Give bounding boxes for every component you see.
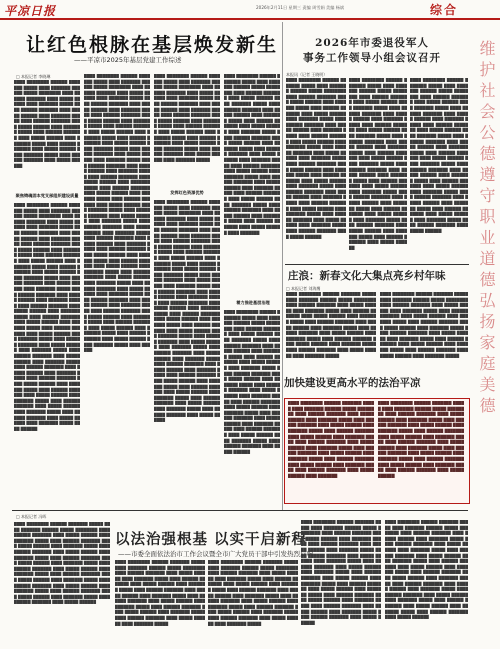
article1-body-col3a: ████ ████████ ██████ ███████ █████ ████ ███████ ██████ █████ ████████ ████ ██████ ███████ ████ █████ ██████ ████ ███████ █████ ████ ██████ ███████ ████ █████ ██████ ████ ███████ █████ ████ ██████ ███████ ████ █████ ██████ ████ ███████ █████ ████ ██████ ███████ ████ █████ ██████ ████ ███████ █████ ████ ██████ ███████ ████ █████ ██████ ████ ███████ █████ ████ ██████ ███████ ████ █████ ██████ ████ ███████ █████ (154, 74, 220, 162)
article1-byline: □ 本报记者 李晓琳 (16, 74, 51, 79)
article5-body-col4: ████ ████████ ██████ ███████ █████ ████ ███████ ██████ █████ ████████ ████ ██████ ███████ ████ █████ ██████ ████ ███████ █████ ████ ██████ ███████ ████ █████ ██████ ████ ███████ █████ ████ ██████ ███████ ████ █████ ██████ ████ ███████ █████ ████ ██████ ███████ ████ █████ ██████ ████ ███████ █████ ████ ██████ ███████ ████ █████ ██████ ████ ███████ █████ ████ ██████ ███████ ████ █████ ██████ ████ ███████ █████ ████ ██████ ███████ ████ █████ ██████ ████ ███████ █████ ████ ██████ ███████ ████ █████ ██████ ████ ███████ █████ ████ ██████ ███████ ████ █████ ██████ (301, 520, 381, 625)
article1-body-col1: ████ ████████ ██████ ███████ █████ ████ ███████ ██████ █████ ████████ ████ ██████ ███████ ████ █████ ██████ ████ ███████ █████ ████ ██████ ███████ ████ █████ ██████ ████ ███████ █████ ████ ██████ ███████ ████ █████ ██████ ████ ███████ █████ ████ ██████ ███████ ████ █████ ██████ ████ ███████ █████ ████ ██████ ███████ ████ █████ ██████ ████ ███████ █████ ████ ██████ ███████ ████ █████ ██████ (14, 80, 80, 168)
article5-top-rule (12, 510, 468, 511)
article4-headline: 加快建设更高水平的法治平凉 (284, 377, 421, 389)
article2-headline (297, 36, 447, 66)
article1-body-col4a: ████ ████████ ██████ ███████ █████ ████ ███████ ██████ █████ ████████ ████ ██████ ███████ ████ █████ ██████ ████ ███████ █████ ████ ██████ ███████ ████ █████ ██████ ████ ███████ █████ ████ ██████ ███████ ████ █████ ██████ ████ ███████ █████ ████ ██████ ███████ ████ █████ ██████ ████ ███████ █████ ████ ██████ ███████ ████ █████ ██████ ████ ███████ █████ ████ ██████ ███████ ████ █████ ██████ ████ ███████ █████ ████ ██████ ███████ ████ █████ ██████ ████ ███████ █████ ████ ██████ ███████ ████ █████ ██████ ████ ███████ █████ ████ ██████ ███████ ████ █████ ██████ ████ ███████ █████ ████ ██████ ███████ ████ █████ ██████ ████ ███████ (224, 74, 280, 235)
column-divider (282, 22, 283, 510)
article5-subheadline: ——市委全面依法治市工作会议暨全市广大党员干部中引发热烈反响 (118, 550, 313, 558)
article1-headline: 让红色根脉在基层焕发新生 (26, 34, 279, 56)
article3-top-rule (285, 264, 469, 265)
article4-body-col1: ████ ████████ ██████ ███████ █████ ████ ███████ ██████ █████ ████████ ████ ██████ ███████ ████ █████ ██████ ████ ███████ █████ ████ ██████ ███████ ████ █████ ██████ ████ ███████ █████ ████ ██████ ███████ ████ █████ ██████ ████ ███████ █████ ████ ██████ ███████ ████ █████ ██████ ████ ███████ █████ ████ ██████ ███████ ████ █████ ██████ ████ ███████ █████ ████ ██████ ███████ ████ █████ ██████ ████ ███████ █████ ████ ██████ ███████ ████ █████ ██████ ████ ███████ (288, 401, 374, 478)
article5-body-col5: ████ ████████ ██████ ███████ █████ ████ ███████ ██████ █████ ████████ ████ ██████ ███████ ████ █████ ██████ ████ ███████ █████ ████ ██████ ███████ ████ █████ ██████ ████ ███████ █████ ████ ██████ ███████ ████ █████ ██████ ████ ███████ █████ ████ ██████ ███████ ████ █████ ██████ ████ ███████ █████ ████ ██████ ███████ ████ █████ ██████ ████ ███████ █████ ████ ██████ ███████ ████ █████ ██████ ████ ███████ █████ ████ ██████ ███████ ████ █████ ██████ ████ ███████ █████ ████ ██████ ███████ ████ █████ ██████ ████ ███████ █████ ████ ██████ ███████ ████ █████ ██████ (385, 520, 468, 620)
article3-body-col1: ████ ████████ ██████ ███████ █████ ████ ███████ ██████ █████ ████████ ████ ██████ ███████ ████ █████ ██████ ████ ███████ █████ ████ ██████ ███████ ████ █████ ██████ ████ ███████ █████ ████ ██████ ███████ ████ █████ ██████ ████ ███████ █████ ████ ██████ ███████ ████ █████ ██████ ████ ███████ █████ ████ ██████ ███████ ████ █████ ██████ ████ ███████ █████ ████ ██████ ███████ ████ █████ ██████ ████ ███████ █████ (286, 292, 376, 358)
article1-subhead-2: 发挥红色资源优势 (170, 190, 204, 195)
article2-body-col1: ████ ████████ ██████ ███████ █████ ████ ███████ ██████ █████ ████████ ████ ██████ ███████ ████ █████ ██████ ████ ███████ █████ ████ ██████ ███████ ████ █████ ██████ ████ ███████ █████ ████ ██████ ███████ ████ █████ ██████ ████ ███████ █████ ████ ██████ ███████ ████ █████ ██████ ████ ███████ █████ ████ ██████ ███████ ████ █████ ██████ ████ ███████ █████ ████ ██████ ███████ ████ █████ ██████ ████ ███████ █████ ████ ██████ ███████ ████ █████ ██████ ████ ███████ █████ ████ ██████ ███████ ████ █████ ██████ ████ ███████ █████ ████ ██████ ███████ ████ █████ ██████ ████ ███████ █████ ████ ██████ ███████ ████ █████ ██████ ████ ███████ █████ ████ ██████ ███████ ████ █████ ██████ (286, 78, 346, 239)
article5-body-col1: ████ ████████ ██████ ███████ █████ ████ ███████ ██████ █████ ████████ ████ ██████ ███████ ████ █████ ██████ ████ ███████ █████ ████ ██████ ███████ ████ █████ ██████ ████ ███████ █████ ████ ██████ ███████ ████ █████ ██████ ████ ███████ █████ ████ ██████ ███████ ████ █████ ██████ ████ ███████ █████ ████ ██████ ███████ ████ █████ ██████ ████ ███████ █████ ████ ██████ ███████ ████ █████ ██████ ████ ███████ █████ ████ ██████ ███████ ████ █████ ██████ ████ ███████ █████ ████ ██████ ███████ ████ █████ ██████ ████ ███████ █████ ████ ██████ ███████ ████ █████ ██████ (14, 522, 110, 605)
article5-body-col2: ████ ████████ ██████ ███████ █████ ████ ███████ ██████ █████ ████████ ████ ██████ ███████ ████ █████ ██████ ████ ███████ █████ ████ ██████ ███████ ████ █████ ██████ ████ ███████ █████ ████ ██████ ███████ ████ █████ ██████ ████ ███████ █████ ████ ██████ ███████ ████ █████ ██████ ████ ███████ █████ ████ ██████ ███████ ████ █████ ██████ ████ ███████ █████ ████ ██████ ███████ ████ █████ ██████ ████ ███████ █████ (115, 560, 205, 626)
article1-body-col2: ████ ████████ ██████ ███████ █████ ████ ███████ ██████ █████ ████████ ████ ██████ ███████ ████ █████ ██████ ████ ███████ █████ ████ ██████ ███████ ████ █████ ██████ ████ ███████ █████ ████ ██████ ███████ ████ █████ ██████ ████ ███████ █████ ████ ██████ ███████ ████ █████ ██████ ████ ███████ █████ ████ ██████ ███████ ████ █████ ██████ ████ ███████ █████ ████ ██████ ███████ ████ █████ ██████ ████ ███████ █████ ████ ██████ ███████ ████ █████ ██████ ████ ███████ █████ ████ ██████ ███████ ████ █████ ██████ ████ ███████ █████ ████ ██████ ███████ ████ █████ ██████ ████ ███████ █████ ████ ██████ ███████ ████ █████ ██████ ████ ███████ █████ ████ ██████ ███████ ████ █████ ██████ ████ ███████ █████ ████ ██████ ███████ ████ █████ ██████ ████ ███████ █████ ████ ██████ ███████ ████ █████ ██████ ████ ███████ █████ ████ ██████ ███████ ████ █████ ██████ ████ ███████ █████ ████ ██████ ███████ ████ █████ ██████ ████ ███████ █████ ████ ██████ ███████ ████ █████ ██████ ████ ███████ █████ ████ ██████ ███████ ████ █████ ██████ ████ ███████ █████ ████ ██████ ███████ ████ █████ ██████ ████ ███████ █████ ████ ██████ ███████ ████ █████ ██████ ████ ███████ █████ ████ ██████ ███████ ████ █████ ██████ ████ ███████ █████ ████ ██████ ███████ ████ █████ ██████ ████ ███████ █████ ████ ██████ (84, 74, 150, 353)
article2-headline-line2: 事务工作领导小组会议召开 (303, 52, 441, 64)
article2-byline: 本报讯（记者 王晓明） (286, 72, 328, 77)
article4-body-col2: ████ ████████ ██████ ███████ █████ ████ ███████ ██████ █████ ████████ ████ ██████ ███████ ████ █████ ██████ ████ ███████ █████ ████ ██████ ███████ ████ █████ ██████ ████ ███████ █████ ████ ██████ ███████ ████ █████ ██████ ████ ███████ █████ ████ ██████ ███████ ████ █████ ██████ ████ ███████ █████ ████ ██████ ███████ ████ █████ ██████ ████ ███████ █████ ████ ██████ ███████ ████ █████ ██████ ████ ███████ █████ ████ ██████ ███████ ████ █████ ██████ (378, 401, 464, 478)
article2-headline-line1: 2026年市委退役军人 (315, 37, 429, 49)
article5-headline: 以法治强根基 以实干启新程 (115, 531, 308, 548)
article3-byline: □ 本报记者 刘海鹰 (286, 286, 321, 291)
dateline: 2026年2月11日 星期三 责编 周雪娟 美编 杨斌 (256, 5, 345, 10)
article3-headline: 庄浪：新春文化大集点亮乡村年味 (288, 270, 446, 282)
section-label: 综合 (430, 3, 459, 17)
article1-body-col4b: ████ ████████ ██████ ███████ █████ ████ ███████ ██████ █████ ████████ ████ ██████ ███████ ████ █████ ██████ ████ ███████ █████ ████ ██████ ███████ ████ █████ ██████ ████ ███████ █████ ████ ██████ ███████ ████ █████ ██████ ████ ███████ █████ ████ ██████ ███████ ████ █████ ██████ ████ ███████ █████ ████ ██████ ███████ ████ █████ ██████ ████ ███████ █████ ████ ██████ ███████ ████ █████ ██████ ████ ███████ █████ ████ ██████ ███████ ████ █████ ██████ ████ ███████ █████ ████ ██████ ███████ ████ █████ ██████ ████ ███████ █████ ████ ██████ ███████ ████ █████ ██████ (224, 310, 280, 454)
article3-body-col2: ████ ████████ ██████ ███████ █████ ████ ███████ ██████ █████ ████████ ████ ██████ ███████ ████ █████ ██████ ████ ███████ █████ ████ ██████ ███████ ████ █████ ██████ ████ ███████ █████ ████ ██████ ███████ ████ █████ ██████ ████ ███████ █████ ████ ██████ ███████ ████ █████ ██████ ████ ███████ █████ ████ ██████ ███████ ████ █████ ██████ ████ ███████ █████ ████ ██████ ███████ ████ █████ ██████ ████ ███████ █████ (380, 292, 468, 358)
newspaper-logo: 平凉日报 (4, 4, 57, 18)
article1-subhead-3: 着力推进基层治理 (236, 300, 270, 305)
vertical-slogan-banner: 维护社会公德遵守职业道德弘扬家庭美德 (477, 40, 496, 418)
article1-subhead-1: 聚焦铸魂固本党支部组织建设质量 (15, 193, 79, 198)
masthead (0, 0, 500, 20)
article5-body-col3: ████ ████████ ██████ ███████ █████ ████ ███████ ██████ █████ ████████ ████ ██████ ███████ ████ █████ ██████ ████ ███████ █████ ████ ██████ ███████ ████ █████ ██████ ████ ███████ █████ ████ ██████ ███████ ████ █████ ██████ ████ ███████ █████ ████ ██████ ███████ ████ █████ ██████ ████ ███████ █████ ████ ██████ ███████ ████ █████ ██████ ████ ███████ █████ ████ ██████ ███████ ████ █████ ██████ ████ ███████ █████ (208, 560, 298, 626)
article1-body-col3b: ████ ████████ ██████ ███████ █████ ████ ███████ ██████ █████ ████████ ████ ██████ ███████ ████ █████ ██████ ████ ███████ █████ ████ ██████ ███████ ████ █████ ██████ ████ ███████ █████ ████ ██████ ███████ ████ █████ ██████ ████ ███████ █████ ████ ██████ ███████ ████ █████ ██████ ████ ███████ █████ ████ ██████ ███████ ████ █████ ██████ ████ ███████ █████ ████ ██████ ███████ ████ █████ ██████ ████ ███████ █████ ████ ██████ ███████ ████ █████ ██████ ████ ███████ █████ ████ ██████ ███████ ████ █████ ██████ ████ ███████ █████ ████ ██████ ███████ ████ █████ ██████ ████ ███████ █████ ████ ██████ ███████ ████ █████ ██████ ████ ███████ █████ ████ ██████ ███████ ████ █████ ██████ ████ ███████ █████ ████ ██████ ███████ ████ █████ ██████ ████ ███████ █████ ████ ██████ ███████ ████ █████ ██████ ████ ███████ █████ ████ ██████ ███████ ████ █████ ██████ ████ ███████ █████ ████ ██████ ███████ ████ █████ ██████ ████ ███████ █████ ████ ██████ ███████ ████ █████ ██████ ████ ███████ █████ ████ ██████ ███████ ████ █████ ██████ (154, 200, 220, 423)
article2-body-col3: ████ ████████ ██████ ███████ █████ ████ ███████ ██████ █████ ████████ ████ ██████ ███████ ████ █████ ██████ ████ ███████ █████ ████ ██████ ███████ ████ █████ ██████ ████ ███████ █████ ████ ██████ ███████ ████ █████ ██████ ████ ███████ █████ ████ ██████ ███████ ████ █████ ██████ ████ ███████ █████ ████ ██████ ███████ ████ █████ ██████ ████ ███████ █████ ████ ██████ ███████ ████ █████ ██████ ████ ███████ █████ ████ ██████ ███████ ████ █████ ██████ ████ ███████ █████ ████ ██████ ███████ ████ █████ ██████ ████ ███████ █████ ████ ██████ ███████ ████ █████ ██████ ████ ███████ █████ ████ ██████ ███████ ████ █████ ██████ (410, 78, 468, 234)
article5-byline: □ 本报记者 冯晖 (16, 514, 47, 519)
article2-body-col2: ████ ████████ ██████ ███████ █████ ████ ███████ ██████ █████ ████████ ████ ██████ ███████ ████ █████ ██████ ████ ███████ █████ ████ ██████ ███████ ████ █████ ██████ ████ ███████ █████ ████ ██████ ███████ ████ █████ ██████ ████ ███████ █████ ████ ██████ ███████ ████ █████ ██████ ████ ███████ █████ ████ ██████ ███████ ████ █████ ██████ ████ ███████ █████ ████ ██████ ███████ ████ █████ ██████ ████ ███████ █████ ████ ██████ ███████ ████ █████ ██████ ████ ███████ █████ ████ ██████ ███████ ████ █████ ██████ ████ ███████ █████ ████ ██████ ███████ ████ █████ ██████ ████ ███████ █████ ████ ██████ ███████ ████ █████ ██████ ████ ███████ █████ ████ ██████ ███████ ████ █████ ██████ (349, 78, 407, 250)
article1-subheadline: ——平凉市2025年基层党建工作综述 (74, 56, 182, 64)
article1-body-col1b: ████ ████████ ██████ ███████ █████ ████ ███████ ██████ █████ ████████ ████ ██████ ███████ ████ █████ ██████ ████ ███████ █████ ████ ██████ ███████ ████ █████ ██████ ████ ███████ █████ ████ ██████ ███████ ████ █████ ██████ ████ ███████ █████ ████ ██████ ███████ ████ █████ ██████ ████ ███████ █████ ████ ██████ ███████ ████ █████ ██████ ████ ███████ █████ ████ ██████ ███████ ████ █████ ██████ ████ ███████ █████ ████ ██████ ███████ ████ █████ ██████ ████ ███████ █████ ████ ██████ ███████ ████ █████ ██████ ████ ███████ █████ ████ ██████ ███████ ████ █████ ██████ ████ ███████ █████ ████ ██████ ███████ ████ █████ ██████ ████ ███████ █████ ████ ██████ ███████ ████ █████ ██████ ████ ███████ █████ ████ ██████ ███████ ████ █████ ██████ ████ ███████ █████ ████ ██████ ███████ ████ █████ ██████ ████ ███████ █████ ████ ██████ ███████ ████ █████ ██████ ████ ███████ █████ ████ ██████ ███████ ████ █████ ██████ ████ ███████ █████ ████ ██████ ███████ ████ █████ ██████ ████ ███████ █████ ████ ██████ ███████ ████ █████ ██████ ████ ███████ █████ ████ ██████ (14, 203, 80, 431)
